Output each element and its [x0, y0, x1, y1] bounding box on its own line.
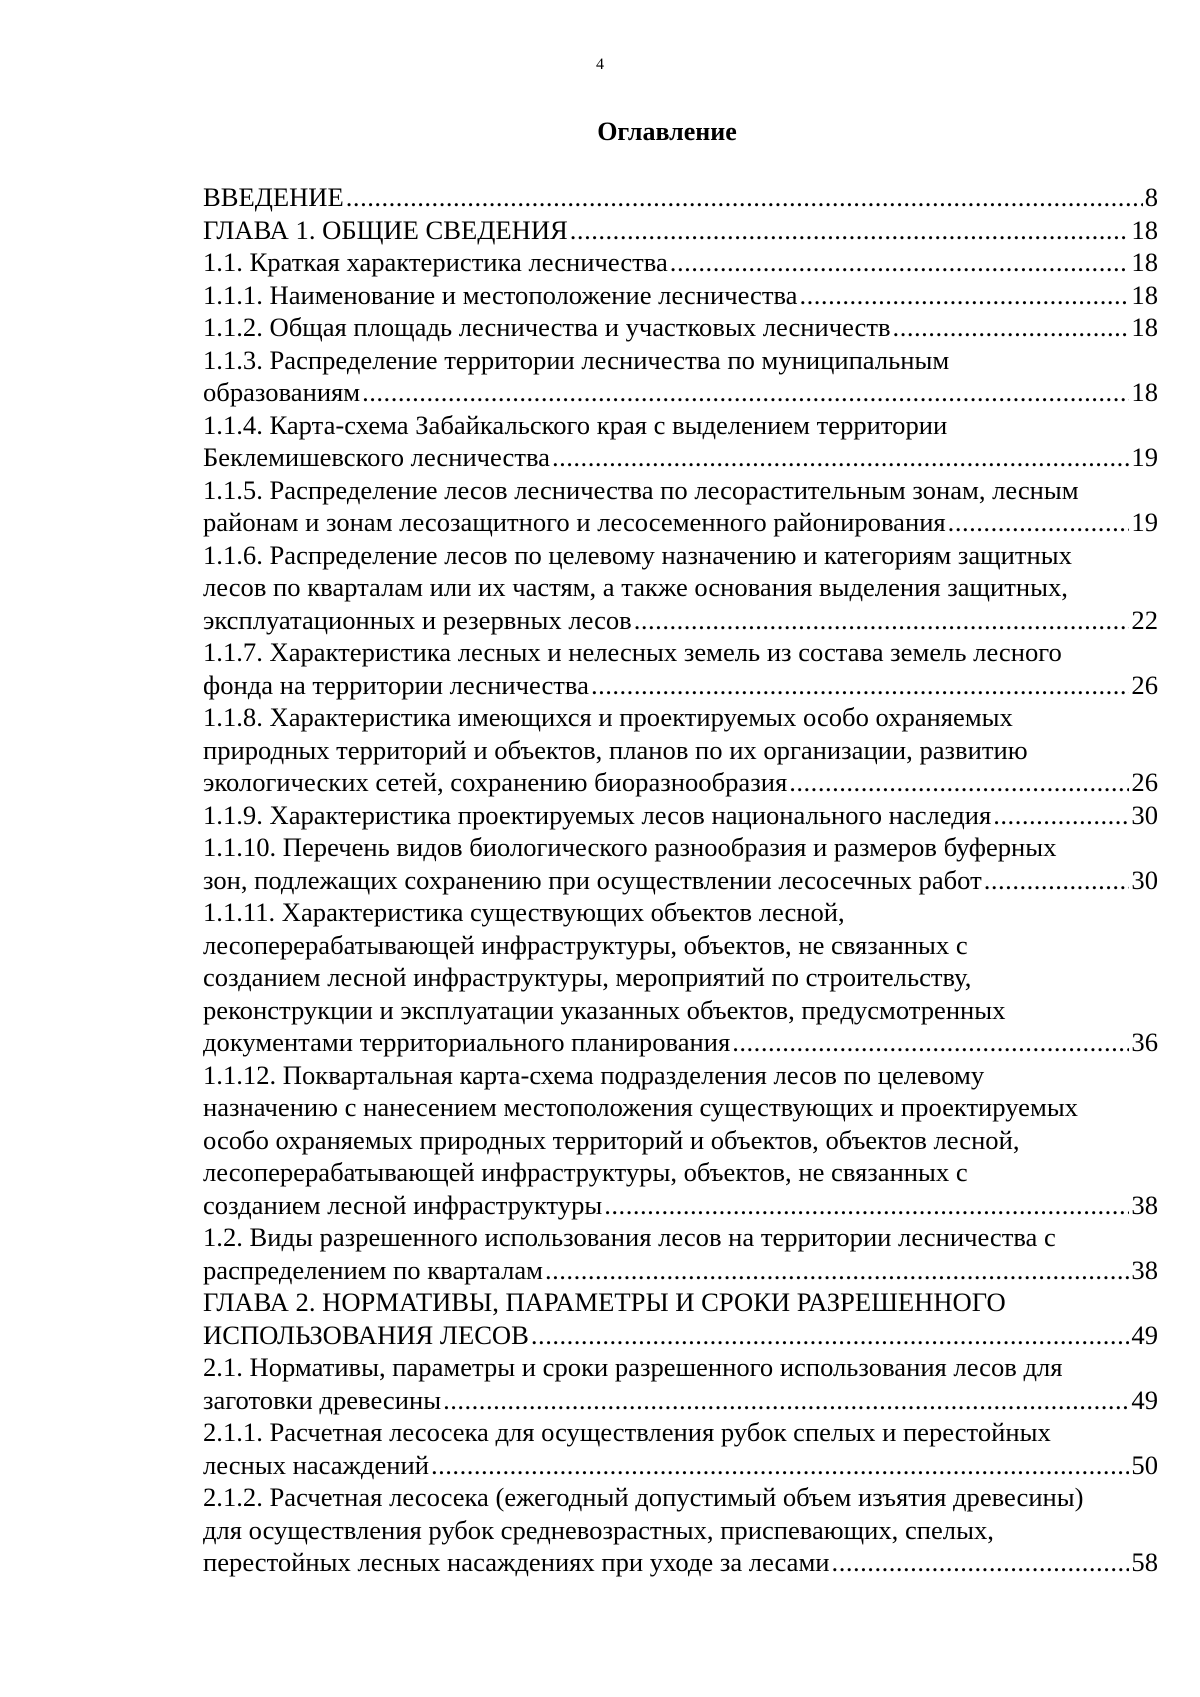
dot-leader — [443, 1384, 1129, 1417]
toc-entry-last-line — [203, 669, 1158, 702]
toc-entry-line: заготовки древесины — [203, 1384, 442, 1415]
toc-entry[interactable] — [203, 1481, 1158, 1579]
toc-entry-line: 1.1.10. Перечень видов биологического разнообразия и размеров буферных — [203, 832, 1057, 862]
toc-entry[interactable] — [203, 246, 1158, 279]
toc-entry-line: 1.1.11. Характеристика существующих объектов лесной, — [203, 897, 845, 927]
toc-page-number: 49 — [1131, 1319, 1158, 1350]
toc-entry-last-line — [203, 1189, 1158, 1222]
toc-entry-line: 1.1.4. Карта-схема Забайкальского края с выделением территории — [203, 409, 948, 440]
toc-entry-last-line — [203, 214, 1158, 247]
toc-page-number: 26 — [1131, 767, 1158, 797]
toc-entry-line: ВВЕДЕНИЕ — [203, 182, 344, 212]
toc-entry-line: 1.1.12. Поквартальная карта-схема подразделения лесов по целевому — [203, 1059, 985, 1090]
dot-leader — [531, 1319, 1130, 1352]
toc-entry[interactable] — [203, 1416, 1158, 1481]
toc-entry-line: перестойных лесных насаждениях при уходе за лесами — [203, 1547, 830, 1577]
toc-entry-last-line — [203, 799, 1158, 832]
toc-entry-line: лесоперерабатывающей инфраструктуры, объектов, не связанных с — [203, 929, 968, 960]
toc-entry-last-line — [203, 864, 1158, 897]
toc-entry-line: Беклемишевского лесничества — [203, 442, 550, 472]
toc-page-number: 8 — [1144, 182, 1158, 212]
toc-entry[interactable] — [203, 344, 1158, 409]
toc-page-number: 18 — [1131, 247, 1158, 277]
dot-leader — [604, 1189, 1129, 1222]
dot-leader — [993, 799, 1129, 832]
toc-page-number: 18 — [1131, 214, 1158, 245]
toc-entry-line: лесных насаждений — [203, 1449, 429, 1480]
toc-entry-line: распределением по кварталам — [203, 1254, 543, 1285]
toc-page-number: 30 — [1131, 864, 1158, 895]
toc-page-number: 18 — [1131, 279, 1158, 310]
toc-entry-last-line — [203, 376, 1158, 409]
toc-page-number: 30 — [1131, 799, 1158, 830]
toc-page-number: 38 — [1131, 1254, 1158, 1285]
toc-entry-line: созданием лесной инфраструктуры, мероприятий по строительству, — [203, 962, 972, 992]
toc-entry-last-line — [203, 279, 1158, 312]
toc-entry-last-line — [203, 1449, 1158, 1482]
toc-page-number: 19 — [1131, 507, 1158, 537]
toc-entry-line: созданием лесной инфраструктуры — [203, 1189, 603, 1220]
toc-entry-line: 1.1.5. Распределение лесов лесничества по лесорастительным зонам, лесным — [203, 474, 1079, 505]
dot-leader — [362, 376, 1129, 409]
dot-leader — [893, 311, 1130, 344]
toc-entry-line: документами территориального планирования — [203, 1027, 731, 1057]
toc-page-number: 58 — [1131, 1547, 1158, 1577]
toc-entry[interactable] — [203, 1286, 1158, 1351]
dot-leader — [570, 214, 1130, 247]
toc-page-number: 26 — [1131, 669, 1158, 700]
toc-entry-line: эксплуатационных и резервных лесов — [203, 604, 632, 635]
toc-entry-line: особо охраняемых природных территорий и объектов, объектов лесной, — [203, 1124, 1020, 1155]
toc-page-number: 18 — [1131, 377, 1158, 407]
dot-leader — [984, 864, 1130, 897]
toc-entry[interactable] — [203, 181, 1158, 214]
toc-entry-line: 1.1.7. Характеристика лесных и нелесных земель из состава земель лесного — [203, 637, 1062, 667]
toc-entry[interactable] — [203, 1221, 1158, 1286]
toc-entry-line: назначению с нанесением местоположения существующих и проектируемых — [203, 1092, 1078, 1122]
toc-page-number: 49 — [1131, 1384, 1158, 1415]
table-of-contents — [203, 181, 1158, 1579]
toc-entry[interactable] — [203, 896, 1158, 1059]
toc-entry-last-line — [203, 311, 1158, 344]
toc-entry[interactable] — [203, 409, 1158, 474]
toc-entry[interactable] — [203, 474, 1158, 539]
toc-entry[interactable] — [203, 1059, 1158, 1222]
toc-entry-line: фонда на территории лесничества — [203, 669, 589, 700]
toc-entry-line: 1.1.6. Распределение лесов по целевому назначению и категориям защитных — [203, 539, 1072, 570]
page-title: Оглавление — [597, 117, 737, 146]
toc-entry-line: ИСПОЛЬЗОВАНИЯ ЛЕСОВ — [203, 1319, 529, 1350]
toc-entry-line: экологических сетей, сохранению биоразнообразия — [203, 767, 788, 797]
toc-entry-last-line — [203, 604, 1158, 637]
toc-entry-last-line — [203, 1254, 1158, 1287]
toc-entry-line: 1.1.1. Наименование и местоположение лесничества — [203, 279, 798, 310]
toc-entry-last-line — [203, 441, 1158, 474]
toc-page-number: 22 — [1131, 604, 1158, 635]
toc-entry[interactable] — [203, 1351, 1158, 1416]
toc-entry-last-line — [203, 766, 1158, 799]
toc-entry[interactable] — [203, 311, 1158, 344]
dot-leader — [789, 766, 1129, 799]
toc-page-number: 38 — [1131, 1189, 1158, 1220]
toc-page-number: 50 — [1131, 1449, 1158, 1480]
toc-entry-line: 1.2. Виды разрешенного использования лесов на территории лесничества с — [203, 1222, 1056, 1252]
toc-entry-line: 1.1.9. Характеристика проектируемых лесов национального наследия — [203, 799, 992, 830]
dot-leader — [545, 1254, 1129, 1287]
toc-page-number: 36 — [1131, 1027, 1158, 1057]
toc-entry[interactable] — [203, 279, 1158, 312]
toc-entry-line: 2.1. Нормативы, параметры и сроки разрешенного использования лесов для — [203, 1352, 1063, 1382]
toc-entry-line: 2.1.2. Расчетная лесосека (ежегодный допустимый объем изъятия древесины) — [203, 1482, 1084, 1512]
toc-entry-line: 1.1.3. Распределение территории лесничества по муниципальным — [203, 344, 950, 375]
toc-entry-line: ГЛАВА 1. ОБЩИЕ СВЕДЕНИЯ — [203, 214, 568, 245]
dot-leader — [832, 1546, 1130, 1579]
toc-entry-last-line — [203, 181, 1158, 214]
toc-entry[interactable] — [203, 539, 1158, 637]
toc-entry[interactable] — [203, 701, 1158, 799]
toc-entry-last-line — [203, 1319, 1158, 1352]
dot-leader — [799, 279, 1129, 312]
toc-entry-line: лесов по кварталам или их частям, а также основания выделения защитных, — [203, 572, 1068, 602]
toc-page-number: 18 — [1131, 312, 1158, 342]
toc-entry-line: 1.1.8. Характеристика имеющихся и проектируемых особо охраняемых — [203, 702, 1013, 732]
toc-entry-last-line — [203, 1546, 1158, 1579]
toc-entry-line: 1.1.2. Общая площадь лесничества и участковых лесничеств — [203, 312, 891, 342]
dot-leader — [591, 669, 1129, 702]
toc-entry-line: районам и зонам лесозащитного и лесосеменного районирования — [203, 507, 946, 537]
toc-entry-line: ГЛАВА 2. НОРМАТИВЫ, ПАРАМЕТРЫ И СРОКИ РАЗРЕШЕННОГО — [203, 1287, 1006, 1317]
dot-leader — [670, 246, 1130, 279]
toc-page-number: 19 — [1131, 442, 1158, 472]
toc-entry-line: лесоперерабатывающей инфраструктуры, объектов, не связанных с — [203, 1157, 968, 1187]
toc-entry-line: зон, подлежащих сохранению при осуществлении лесосечных работ — [203, 864, 982, 895]
page-number: 4 — [596, 56, 604, 73]
toc-entry[interactable] — [203, 636, 1158, 701]
toc-entry-line: 1.1. Краткая характеристика лесничества — [203, 247, 668, 277]
dot-leader — [948, 506, 1130, 539]
dot-leader — [634, 604, 1130, 637]
toc-entry-last-line — [203, 246, 1158, 279]
dot-leader — [431, 1449, 1129, 1482]
toc-entry-last-line — [203, 1384, 1158, 1417]
toc-entry-line: 2.1.1. Расчетная лесосека для осуществления рубок спелых и перестойных — [203, 1417, 1051, 1447]
toc-entry-line: природных территорий и объектов, планов по их организации, развитию — [203, 734, 1028, 765]
toc-entry[interactable] — [203, 831, 1158, 896]
toc-entry[interactable] — [203, 799, 1158, 832]
toc-entry-line: для осуществления рубок средневозрастных, приспевающих, спелых, — [203, 1514, 994, 1545]
dot-leader — [346, 181, 1143, 214]
toc-entry[interactable] — [203, 214, 1158, 247]
toc-entry-line: реконструкции и эксплуатации указанных объектов, предусмотренных — [203, 994, 1006, 1025]
toc-entry-last-line — [203, 506, 1158, 539]
dot-leader — [552, 441, 1129, 474]
dot-leader — [732, 1026, 1129, 1059]
toc-entry-last-line — [203, 1026, 1158, 1059]
toc-entry-line: образованиям — [203, 377, 361, 407]
